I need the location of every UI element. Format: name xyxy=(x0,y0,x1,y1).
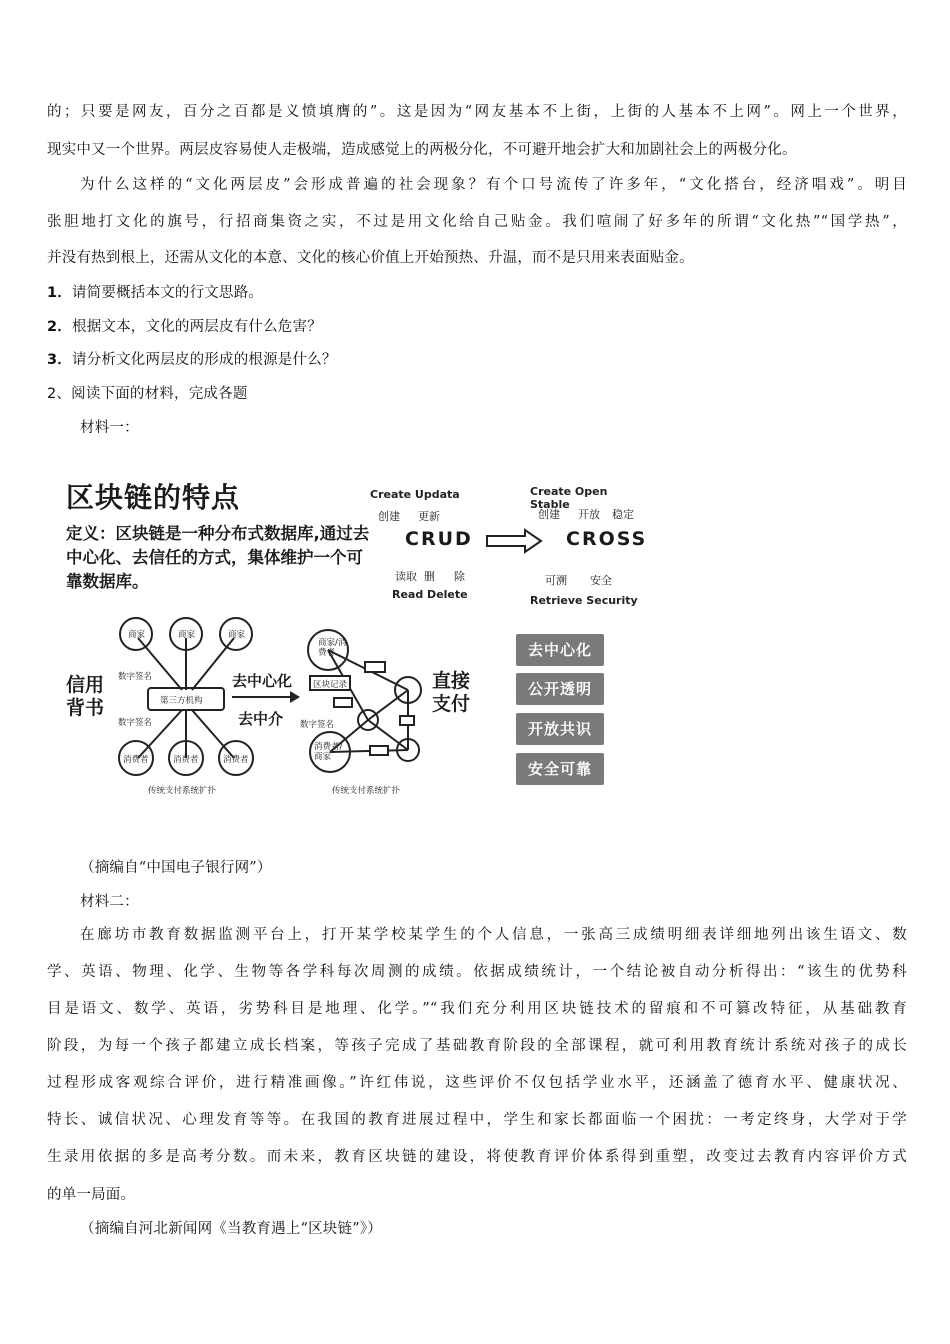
merchant-consumer-node: 商家/消费者 xyxy=(318,638,347,658)
cross-cn-open: 开放 xyxy=(578,508,600,521)
text-line: 生录用依据的多是高考分数。而未来，教育区块链的建设，将使教育评价体系得到重塑，改变过去教育内容评价方式 xyxy=(47,1149,907,1165)
question-3 xyxy=(47,350,907,370)
source-citation: （摘编自河北新闻网《当教育遇上“区块链”》） xyxy=(80,1221,382,1237)
question-number: 2． xyxy=(47,319,72,335)
cross-cn-stable: 稳定 xyxy=(612,508,634,521)
text-line: 学、英语、物理、化学、生物等各学科每次周测的成绩。依据成绩统计，一个结论被自动分析得出：“该生的优势科 xyxy=(47,964,907,980)
question-2 xyxy=(47,317,907,337)
question-1 xyxy=(47,283,907,303)
question-text: 请分析文化两层皮的形成的根源是什么？ xyxy=(72,352,337,368)
question-number: 1． xyxy=(47,285,72,301)
direct-payment-label: 直接支付 xyxy=(432,670,471,715)
text-line: 目是语文、数学、英语，劣势科目是地理、化学。”“我们充分利用区块链技术的留痕和不可篡改特征，从基础教育 xyxy=(47,1001,907,1017)
credit-endorsement-label: 信用背书 xyxy=(66,674,105,719)
text-line: 在廊坊市教育数据监测平台上，打开某学校某学生的个人信息，一张高三成绩明细表详细地列出该生语文、数 xyxy=(80,927,907,943)
merchant-node: 商家 xyxy=(228,630,246,640)
blockchain-figure xyxy=(60,470,650,810)
source-citation: （摘编自“中国电子银行网”） xyxy=(80,860,272,876)
consumer-node: 消费者 xyxy=(123,755,149,765)
text-line: 的单一局面。 xyxy=(47,1187,136,1203)
text-line: 现实中又一个世界。两层皮容易使人走极端，造成感觉上的两极分化，不可避开地会扩大和加剧社会上的两极分化。 xyxy=(47,142,797,158)
consumer-node: 消费者 xyxy=(223,755,249,765)
decentralize-label: 去中心化 xyxy=(232,672,293,690)
consumer-node: 消费者 xyxy=(173,755,199,765)
consumer-merchant-node: 消费者/商家 xyxy=(314,742,343,762)
material-1-label: 材料一： xyxy=(80,420,139,436)
figure-title: 区块链的特点 xyxy=(66,481,241,514)
material-2-label: 材料二： xyxy=(80,894,139,910)
merchant-node: 商家 xyxy=(128,630,146,640)
cross-word: CROSS xyxy=(566,528,648,550)
question-text: 请简要概括本文的行文思路。 xyxy=(72,285,264,301)
digital-signature-label: 数字签名 xyxy=(118,718,153,728)
section-heading: 2、阅读下面的材料，完成各题 xyxy=(47,386,248,402)
text-line: 并没有热到根上，还需从文化的本意、文化的核心价值上开始预热、升温，而不是只用来表面贴金。 xyxy=(47,250,694,266)
crud-cn-update: 更新 xyxy=(418,510,440,523)
text-line: 过程形成客观综合评价，进行精准画像。”许红伟说，这些评价不仅包括学业水平，还涵盖了德育水平、健康状况、 xyxy=(47,1075,907,1091)
cross-cn-retrieve: 可溯 xyxy=(545,574,567,587)
cross-bottom-label: Retrieve Security xyxy=(530,594,638,607)
crud-cn-delete-1: 删 xyxy=(424,570,435,583)
crud-bottom-label: Read Delete xyxy=(392,588,468,601)
question-number: 3． xyxy=(47,352,72,368)
text-line: 张胆地打文化的旗号，行招商集资之实，不过是用文化给自己贴金。我们喧闹了好多年的所谓“文化热”“国学热”， xyxy=(47,214,907,230)
left-caption: 传统支付系统扩扑 xyxy=(148,786,217,796)
crud-cn-create: 创建 xyxy=(378,510,400,523)
digital-signature-label: 数字签名 xyxy=(118,672,153,682)
disintermediate-label: 去中介 xyxy=(238,710,284,728)
crud-top-label: Create Updata xyxy=(370,488,460,501)
right-caption: 传统支付系统扩扑 xyxy=(332,786,401,796)
arrow-icon xyxy=(230,690,302,704)
third-party-node: 第三方机构 xyxy=(160,696,203,706)
feature-open-consensus: 开放共识 xyxy=(516,713,604,745)
text-line: 的；只要是网友，百分之百都是义愤填膺的”。这是因为“网友基本不上街，上街的人基本不上网”。网上一个世界， xyxy=(47,104,907,120)
digital-signature-label: 数字签名 xyxy=(300,720,335,730)
crud-cn-delete-2: 除 xyxy=(454,570,465,583)
text-line: 为什么这样的“文化两层皮”会形成普遍的社会现象？有个口号流传了许多年，“文化搭台，经济唱戏”。明目 xyxy=(80,177,907,193)
text-line: 阶段，为每一个孩子都建立成长档案，等孩子完成了基础教育阶段的全部课程，就可利用教育统计系统对孩子的成长 xyxy=(47,1038,907,1054)
feature-transparent: 公开透明 xyxy=(516,673,604,705)
cross-cn-create: 创建 xyxy=(538,508,560,521)
feature-secure: 安全可靠 xyxy=(516,753,604,785)
question-text: 根据文本，文化的两层皮有什么危害？ xyxy=(72,319,322,335)
cross-top-label: Create Open Stable xyxy=(530,485,608,511)
cross-cn-security: 安全 xyxy=(590,574,612,587)
feature-decentralized: 去中心化 xyxy=(516,634,604,666)
crud-word: CRUD xyxy=(405,528,473,550)
crud-cn-read: 读取 xyxy=(395,570,417,583)
figure-definition: 定义：区块链是一种分布式数据库,通过去中心化、去信任的方式，集体维护一个可靠数据库。 xyxy=(66,524,370,591)
block-record-label: 区块记录 xyxy=(313,680,348,690)
right-arrow-icon xyxy=(485,528,545,554)
text-line: 特长、诚信状况、心理发育等等。在我国的教育进展过程中，学生和家长都面临一个困扰：一考定终身，大学对于学 xyxy=(47,1112,907,1128)
merchant-node: 商家 xyxy=(178,630,196,640)
